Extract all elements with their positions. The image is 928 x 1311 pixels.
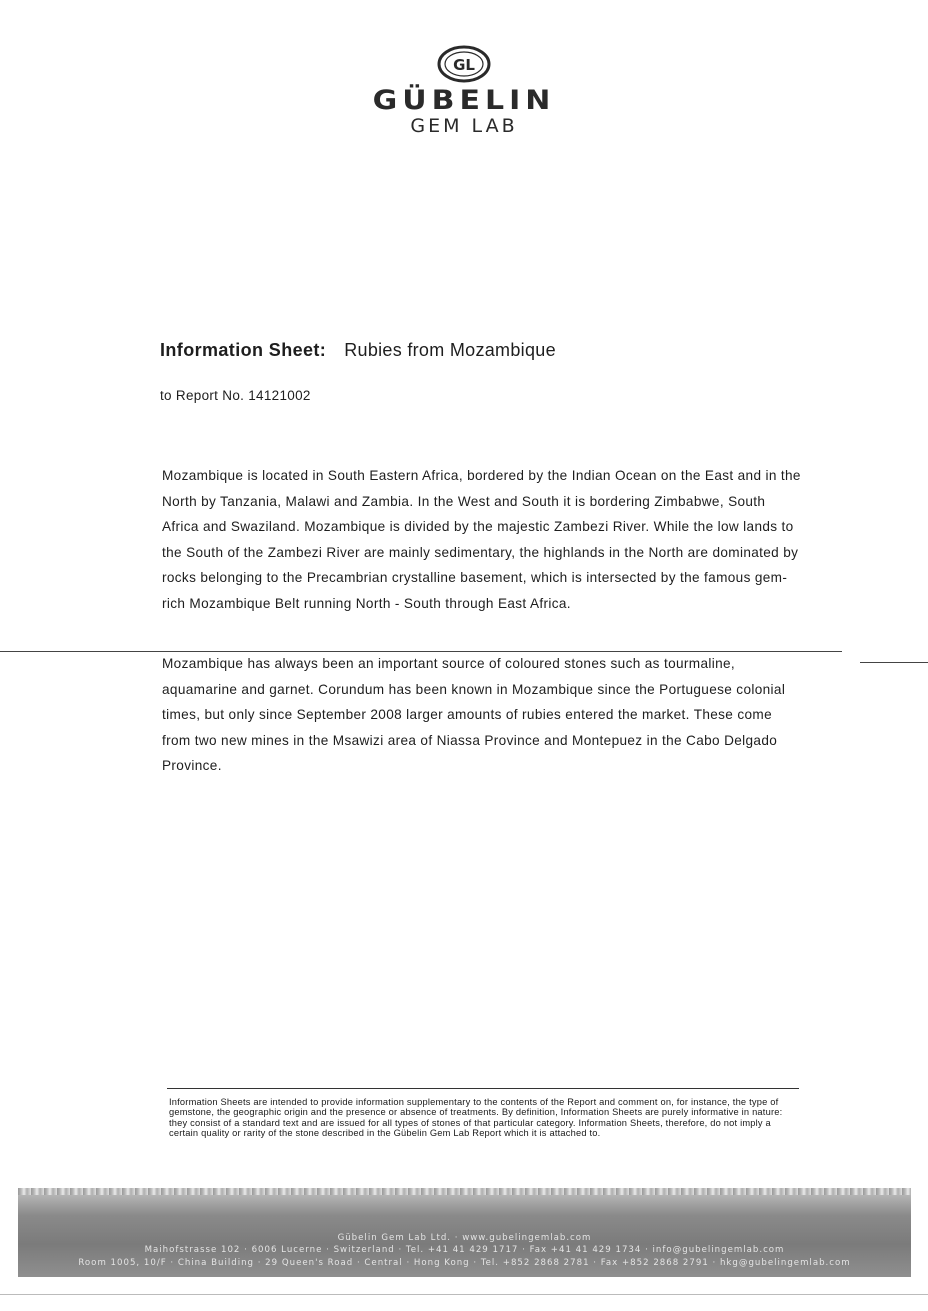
footer-divider (167, 1088, 799, 1089)
gubelin-logo (0, 44, 928, 136)
report-number: to Report No. 14121002 (160, 388, 311, 403)
logo-name: GÜBELIN (372, 84, 556, 117)
scan-artifact-line (860, 662, 928, 663)
address-hong-kong: Room 1005, 10/F · China Building · 29 Queen's Road · Central · Hong Kong · Tel. +852 2868 2781 · Fax +852 2868 2791 · hkg@gubelingemlab.com (78, 1258, 851, 1268)
gl-monogram-icon (436, 44, 492, 84)
title-value: Rubies from Mozambique (344, 340, 556, 360)
paragraph-ruby-mining: Mozambique has always been an important source of coloured stones such as tourmaline, aquamarine and garnet. Corundum has been known in Mozambique since the Portuguese colonial times, but only since September 2008 larger amounts of rubies entered the market. These come from two new mines in the Msawizi area of Niassa Province and Montepuez in the Cabo Delgado Province. (162, 656, 786, 773)
title-label: Information Sheet: (160, 340, 327, 360)
document-title (160, 340, 556, 361)
address-lucerne: Maihofstrasse 102 · 6006 Lucerne · Switzerland · Tel. +41 41 429 1717 · Fax +41 41 429 1734 · info@gubelingemlab.com (144, 1245, 785, 1255)
paragraph-geography: Mozambique is located in South Eastern Africa, bordered by the Indian Ocean on the East and in the North by Tanzania, Malawi and Zambia. In the West and South it is bordering Zimbabwe, South Africa and Swaziland. Mozambique is divided by the majestic Zambezi River. While the low lands to the South of the Zambezi River are mainly sedimentary, the highlands in the North are dominated by rocks belonging to the Precambrian crystalline basement, which is intersected by the famous gem-rich Mozambique Belt running North - South through East Africa. (162, 468, 801, 611)
monogram-text: GL (453, 56, 475, 74)
footer-note: Information Sheets are intended to provide information supplementary to the contents of the Report and comment on, for instance, the type of gemstone, the geographic origin and the presence or absence of treatments. By definition, Information Sheets are purely informative in nature: they consist of a standard text and are issued for all types of stones of that particular category. Information Sheets, therefore, do not imply a certain quality or rarity of the stone described in the Gübelin Gem Lab Report which it is attached to. (169, 1097, 783, 1139)
address-company: Gübelin Gem Lab Ltd. · www.gubelingemlab.com (337, 1233, 592, 1243)
page-edge (0, 1294, 928, 1295)
logo-subtitle: GEM LAB (410, 115, 518, 137)
